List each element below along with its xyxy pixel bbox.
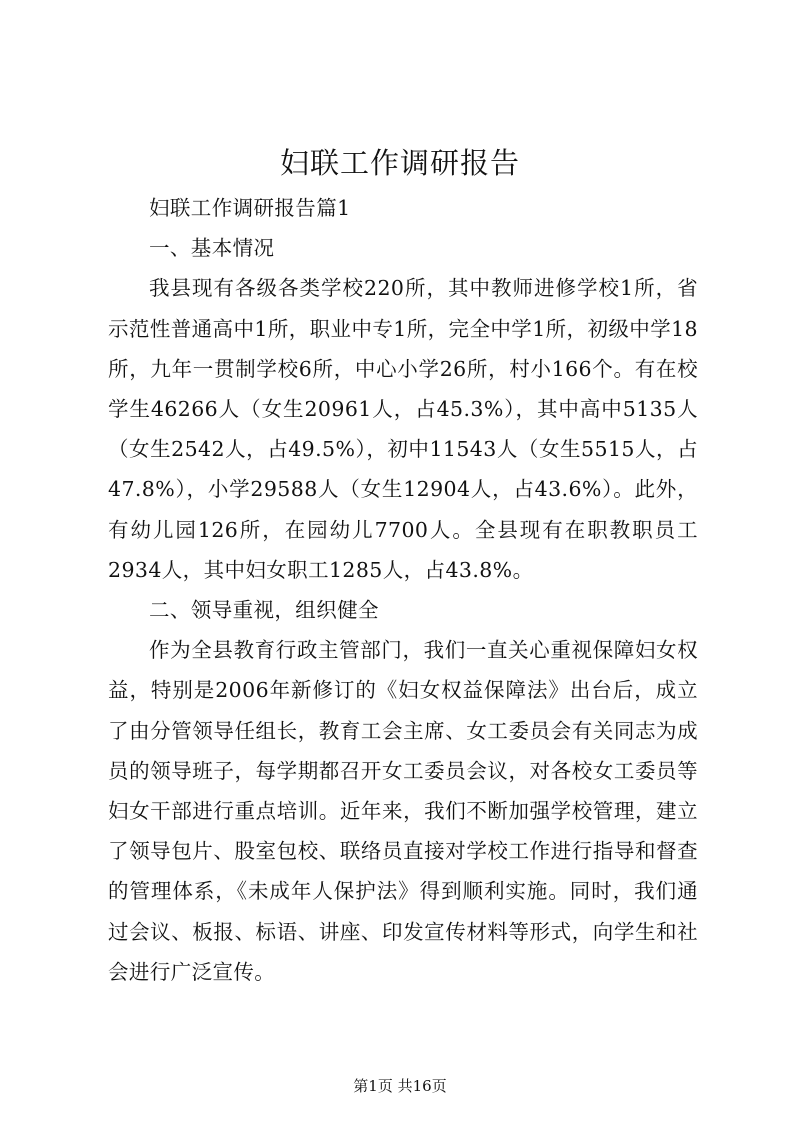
subsection-heading: 一、基本情况 — [149, 236, 275, 261]
section-heading: 妇联工作调研报告篇1 — [149, 196, 351, 220]
page-number-footer: 第1页 共16页 — [353, 1077, 447, 1095]
body-paragraph: 我县现有各级各类学校220所，其中教师进修学校1所，省示范性普通高中1所，职业中专1所，完全中学1所，初级中学18所，九年一贯制学校6所，中心小学26所，村小166个。有在校学生46266人（女生20961人，占45.3%），其中高中5135人（女生2542人，占49.5%），初中11543人（女生5515人，占47.8%），小学29588人（女生12904人，占43.6%）。此外，有幼儿园126所，在园幼儿7700人。全县现有在职教职员工2934人，其中妇女职工1285人，占43.8%。 — [108, 276, 698, 582]
subsection-heading: 二、领导重视，组织健全 — [149, 598, 379, 623]
body-paragraph: 作为全县教育行政主管部门，我们一直关心重视保障妇女权益，特别是2006年新修订的《妇女权益保障法》出台后，成立了由分管领导任组长，教育工会主席、女工委员会有关同志为成员的领导班子，每学期都召开女工委员会议，对各校女工委员等妇女干部进行重点培训。近年来，我们不断加强学校管理，建立了领导包片、股室包校、联络员直接对学校工作进行指导和督查的管理体系，《未成年人保护法》得到顺利实施。同时，我们通过会议、板报、标语、讲座、印发宣传材料等形式，向学生和社会进行广泛宣传。 — [108, 638, 698, 984]
document-title: 妇联工作调研报告 — [279, 146, 520, 180]
document-body — [108, 188, 698, 992]
